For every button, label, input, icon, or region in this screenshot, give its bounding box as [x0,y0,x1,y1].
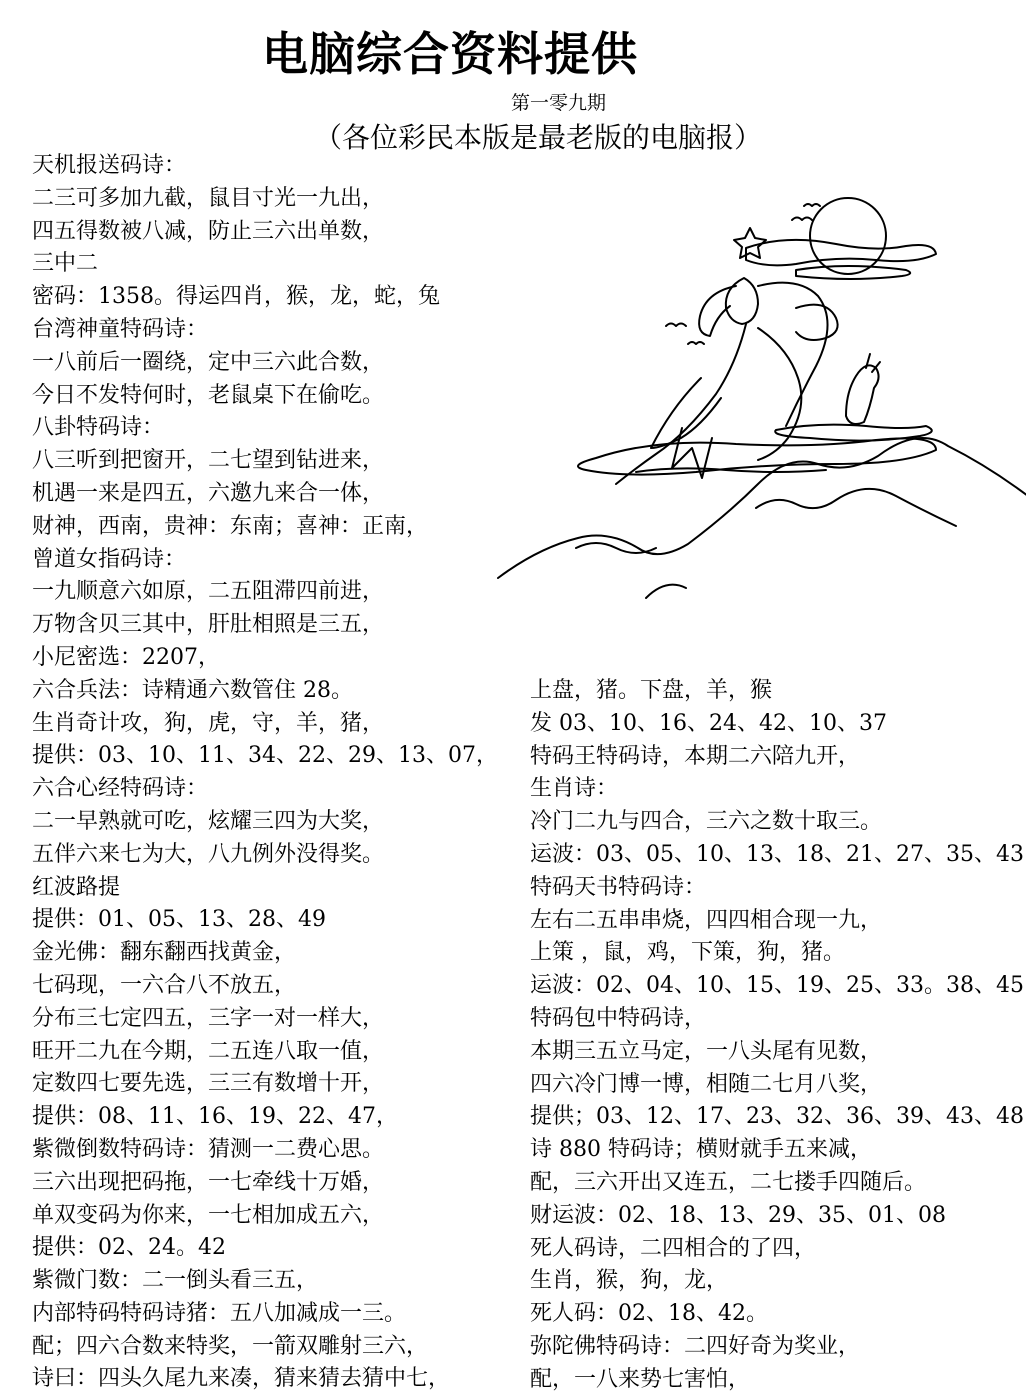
moon-icon [810,198,886,274]
text-line: 配，一八来势七害怕， [530,1366,751,1392]
text-line: 三六出现把码拖，一七牵线十万婚， [32,1169,385,1195]
text-line: 发 03、10、16、24、42、10、37 [530,710,887,736]
text-line: 提供：01、05、13、28、49 [32,907,326,933]
text-line: 特码王特码诗，本期二六陪九开， [530,743,861,769]
text-line: 一八前后一圈绕，定中三六此合数， [32,349,385,375]
star-icon [734,228,766,258]
text-line: 运波：03、05、10、13、18、21、27、35、43 [530,841,1024,867]
text-line: 旺开二九在今期，二五连八取一值， [32,1038,385,1064]
text-line: 红波路提 [32,874,121,900]
text-line: 财神，西南，贵神：东南；喜神：正南， [32,513,429,539]
right-text-column [530,675,1024,1397]
text-line: 二一早熟就可吃，炫耀三四为大奖， [32,808,385,834]
text-line: 七码现，一六合八不放五， [32,972,297,998]
text-line: 生肖奇计攻，狗，虎，守，羊，猪， [32,710,385,736]
text-line: 今日不发特何时，老鼠桌下在偷吃。 [32,382,385,408]
text-line: 内部特码特码诗猪：五八加减成一三。 [32,1300,407,1326]
text-line: 机遇一来是四五，六邀九来合一体， [32,480,385,506]
issue-number: 第一零九期 [511,92,607,114]
text-line: 本期三五立马定，一八头尾有见数， [530,1038,883,1064]
text-line: 提供：08、11、16、19、22、47， [32,1104,398,1130]
text-line: 定数四七要先选，三三有数增十开， [32,1071,385,1097]
text-line: 死人码诗，二四相合的了四， [530,1235,817,1261]
text-line: 财运波：02、18、13、29、35、01、08 [530,1202,946,1228]
text-line: 生肖，猴，狗，龙， [530,1268,729,1294]
text-line: 诗 880 特码诗；横财就手五来减， [530,1137,872,1163]
text-line: 曾道女指码诗： [32,546,187,572]
text-line: 诗曰：四头久尾九来凑，猜来猜去猜中七， [32,1366,451,1392]
text-line: 三中二 [32,251,99,277]
text-line: 死人码：02、18、42。 [530,1301,768,1327]
page-subtitle: （各位彩民本版是最老版的电脑报） [314,121,763,154]
moon-fairy-illustration [496,168,1026,608]
text-line: 小尼密选：2207， [32,644,220,670]
text-line: 天机报送码诗： [32,153,187,178]
text-line: 提供：02、24。42 [32,1235,226,1261]
text-line: 特码包中特码诗， [530,1005,707,1031]
text-line: 一九顺意六如原，二五阻滞四前进， [32,579,385,605]
left-text-column [32,150,502,1396]
text-line: 八卦特码诗： [32,415,165,441]
text-line: 紫微门数：二一倒头看三五， [32,1268,319,1294]
text-line: 四六冷门博一博，相随二七月八奖， [530,1071,883,1097]
text-line: 四五得数被八减，防止三六出单数， [32,218,385,244]
text-line: 上盘，猪。下盘，羊，猴 [530,678,773,703]
text-line: 上策 ，鼠，鸡，下策，狗，猪。 [530,940,845,966]
text-line: 分布三七定四五，三字一对一样大， [32,1005,385,1031]
text-line: 冷门二九与四合，三六之数十取三。 [530,809,883,835]
text-line: 配；四六合数来特奖，一箭双雕射三六， [32,1333,429,1359]
text-line: 左右二五串串烧，四四相合现一九， [530,907,883,933]
text-line: 提供；03、12、17、23、32、36、39、43、48 [530,1104,1024,1130]
text-line: 弥陀佛特码诗：二四好奇为奖业， [530,1333,861,1359]
text-line: 五伴六来七为大，八九例外没得奖。 [32,841,385,867]
text-line: 八三听到把窗开，二七望到钻进来， [32,448,385,474]
page-title: 电脑综合资料提供 [262,27,638,81]
text-line: 配，三六开出又连五，二七搂手四随后。 [530,1169,927,1195]
text-line: 运波：02、04、10、15、19、25、33。38、45 [530,973,1024,999]
text-line: 六合兵法：诗精通六数管住 28。 [32,677,353,703]
text-line: 六合心经特码诗： [32,776,209,802]
text-line: 紫微倒数特码诗：猜测一二费心思。 [32,1136,385,1162]
text-line: 金光佛：翻东翻西找黄金， [32,940,297,966]
text-line: 密码：1358。得运四肖，猴，龙，蛇，兔 [32,284,440,310]
text-line: 生肖诗： [530,776,619,802]
text-line: 提供：03、10、11、34、22、29、13、07， [32,743,498,769]
text-line: 台湾神童特码诗： [32,316,209,342]
text-line: 万物含贝三其中，肝肚相照是三五， [32,612,385,638]
text-line: 单双变码为你来，一七相加成五六， [32,1202,385,1228]
text-line: 特码天书特码诗： [530,874,707,900]
text-line: 二三可多加九截，鼠目寸光一九出， [32,185,385,211]
